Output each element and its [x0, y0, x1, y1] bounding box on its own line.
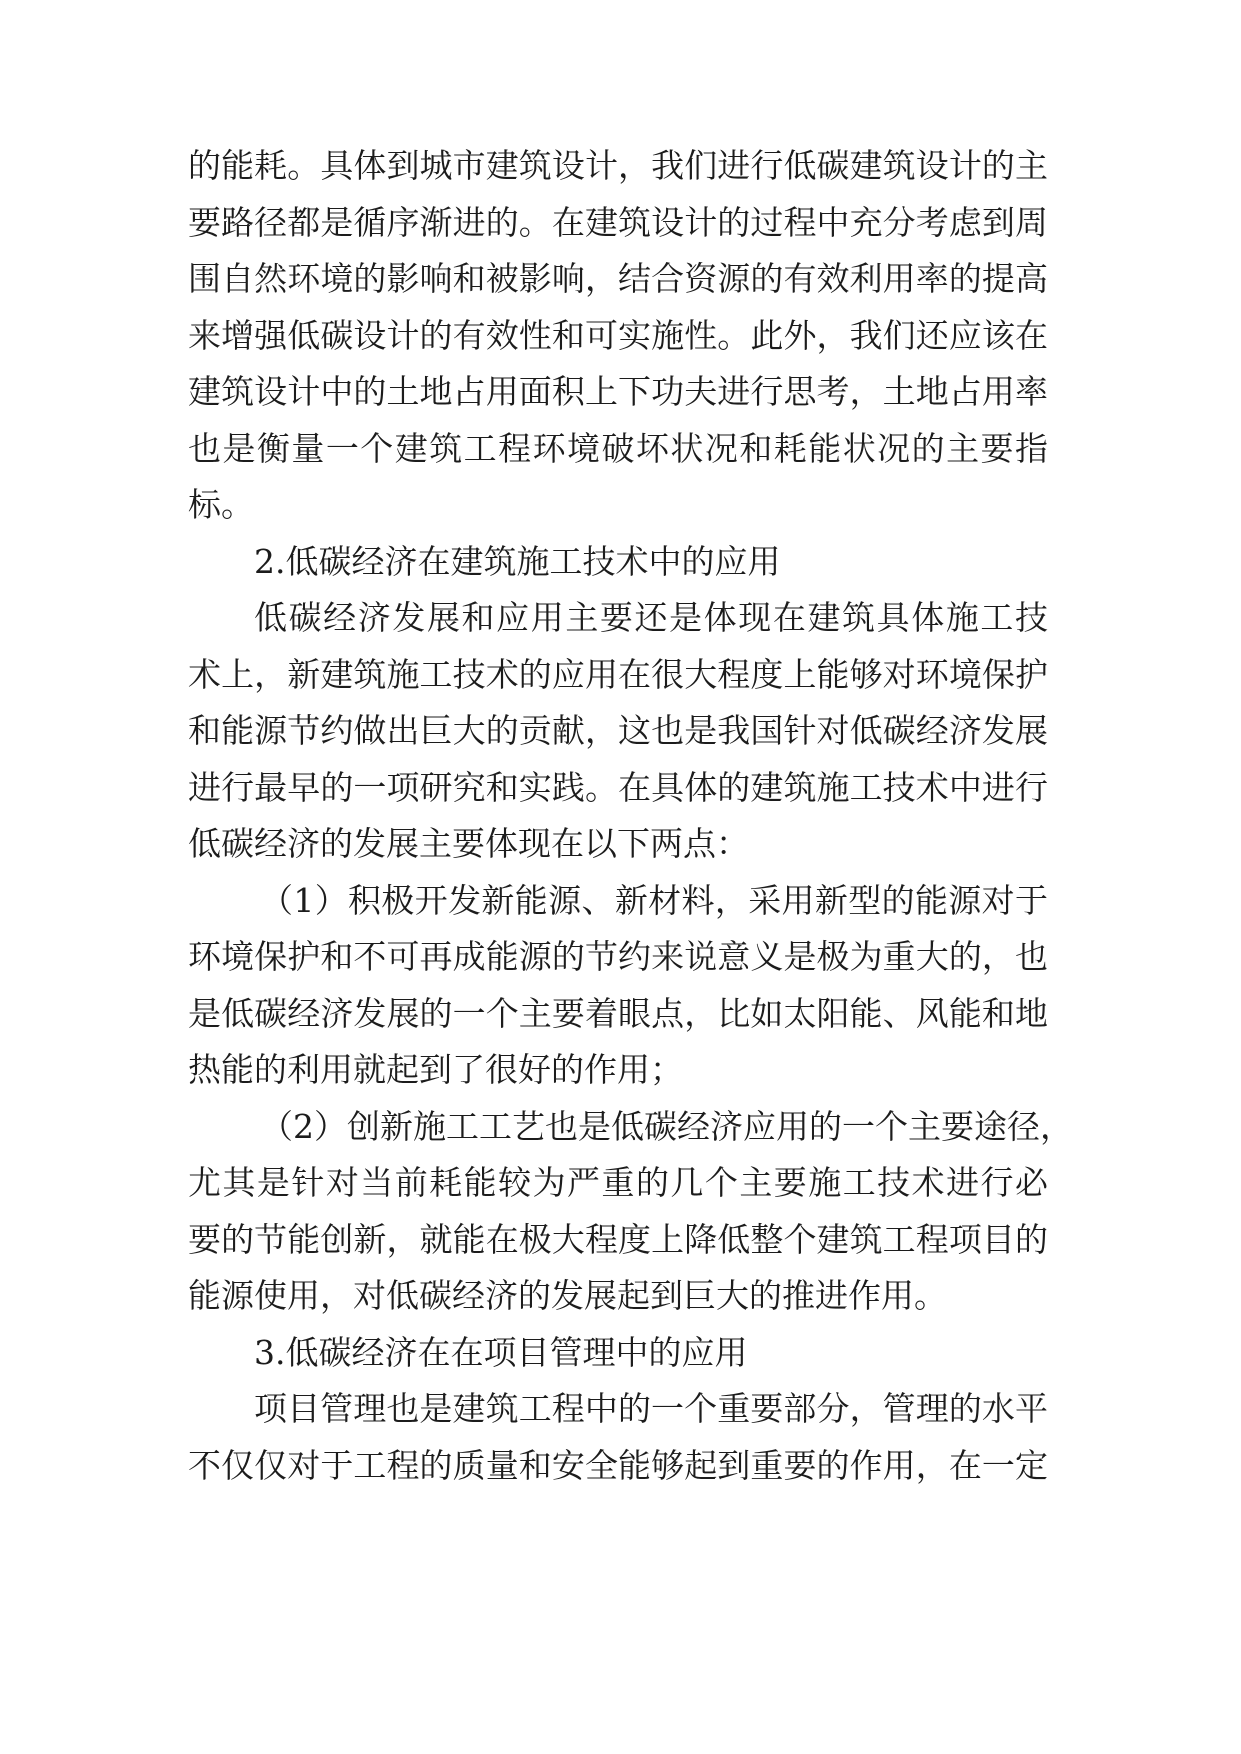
- list-item-first-line: （1）积极开发新能源、新材料，采用新型的能源对于: [260, 880, 1048, 920]
- body-line: 要路径都是循序渐进的。在建筑设计的过程中充分考虑到周: [188, 202, 1048, 242]
- body-line: 环境保护和不可再成能源的节约来说意义是极为重大的，也: [188, 937, 1048, 976]
- section-heading: 3.低碳经济在在项目管理中的应用: [254, 1332, 748, 1372]
- body-line: 进行最早的一项研究和实践。在具体的建筑施工技术中进行: [188, 767, 1048, 807]
- paragraph-first-line: 低碳经济发展和应用主要还是体现在建筑具体施工技: [254, 598, 1048, 637]
- body-line: 不仅仅对于工程的质量和安全能够起到重要的作用，在一定: [188, 1445, 1048, 1485]
- body-line: 标。: [188, 485, 254, 524]
- body-line: 热能的利用就起到了很好的作用；: [188, 1050, 683, 1089]
- body-line: 来增强低碳设计的有效性和可实施性。此外，我们还应该在: [188, 315, 1048, 355]
- section-heading: 2.低碳经济在建筑施工技术中的应用: [254, 541, 781, 581]
- body-line: 建筑设计中的土地占用面积上下功夫进行思考，土地占用率: [188, 372, 1048, 411]
- body-line: 和能源节约做出巨大的贡献，这也是我国针对低碳经济发展: [188, 711, 1048, 750]
- body-line: 低碳经济的发展主要体现在以下两点：: [188, 824, 749, 863]
- body-line: 的能耗。具体到城市建筑设计，我们进行低碳建筑设计的主: [188, 146, 1048, 185]
- body-line: 尤其是针对当前耗能较为严重的几个主要施工技术进行必: [188, 1163, 1048, 1202]
- body-line: 是低碳经济发展的一个主要着眼点，比如太阳能、风能和地: [188, 993, 1048, 1033]
- paragraph-first-line: 项目管理也是建筑工程中的一个重要部分，管理的水平: [254, 1389, 1048, 1428]
- document-body: [188, 138, 1073, 1494]
- body-line: 要的节能创新，就能在极大程度上降低整个建筑工程项目的: [188, 1219, 1048, 1259]
- body-line: 术上，新建筑施工技术的应用在很大程度上能够对环境保护: [188, 654, 1048, 694]
- body-line: 也是衡量一个建筑工程环境破坏状况和耗能状况的主要指: [188, 428, 1048, 468]
- body-line: 能源使用，对低碳经济的发展起到巨大的推进作用。: [188, 1276, 947, 1315]
- body-line: 围自然环境的影响和被影响，结合资源的有效利用率的提高: [188, 259, 1048, 298]
- list-item-first-line: （2）创新施工工艺也是低碳经济应用的一个主要途径，: [260, 1106, 1073, 1146]
